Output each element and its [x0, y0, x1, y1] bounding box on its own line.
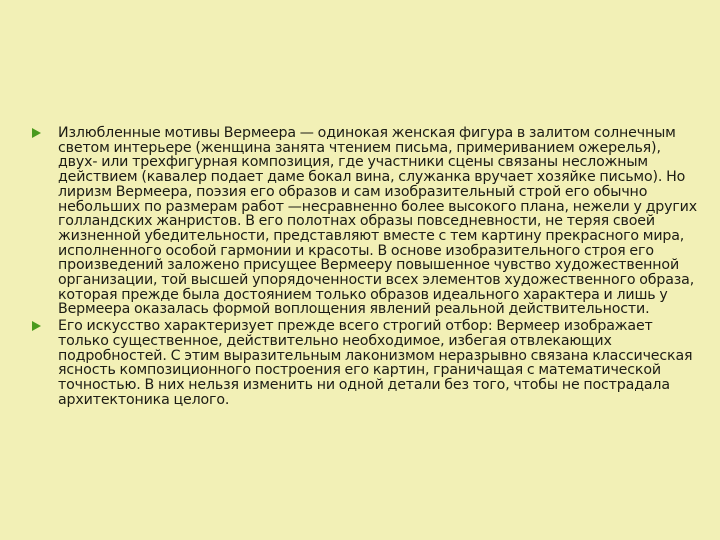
bullet-text: Излюбленные мотивы Вермеера — одинокая женская фигура в залитом солнечным светом интерьере (женщина занята чтением письма, примериванием ожерелья), двух- или трехфигурная композиция, где участники сцены связаны несложным действием (кавалер подает даме бокал вина, служанка вручает хозяйке письмо). Но лиризм Вермеера, поэзия его образов и сам изобразительный строй его обычно небольших по размерам работ —несравненно более высокого плана, нежели у других голландских жанристов. В его полотнах образы повседневности, не теряя своей жизненной убедительности, представляют вместе с тем картину прекрасного мира, исполненного особой гармонии и красоты. В основе изобразительного строя его произведений заложено присущее Вермееру повышенное чувство художественной организации, той высшей упорядоченности всех элементов художественного образа, которая прежде была достоянием только образов идеального характера и лишь у Вермеера оказалась формой воплощения явлений реальной действительности.: [58, 125, 697, 318]
bullet-item: [30, 319, 698, 407]
bullet-text: Его искусство характеризует прежде всего строгий отбор: Вермеер изображает только существенное, действительно необходимое, избегая отвлекающих подробностей. С этим выразительным лаконизмом неразрывно связана классическая ясность композиционного построения его картин, граничащая с математической точностью. В них нельзя изменить ни одной детали без того, чтобы не пострадала архитектоника целого.: [58, 318, 693, 408]
bullet-item: [30, 126, 698, 317]
slide-content: [30, 126, 698, 409]
triangle-bullet-icon: [32, 128, 41, 138]
triangle-bullet-icon: [32, 321, 41, 331]
